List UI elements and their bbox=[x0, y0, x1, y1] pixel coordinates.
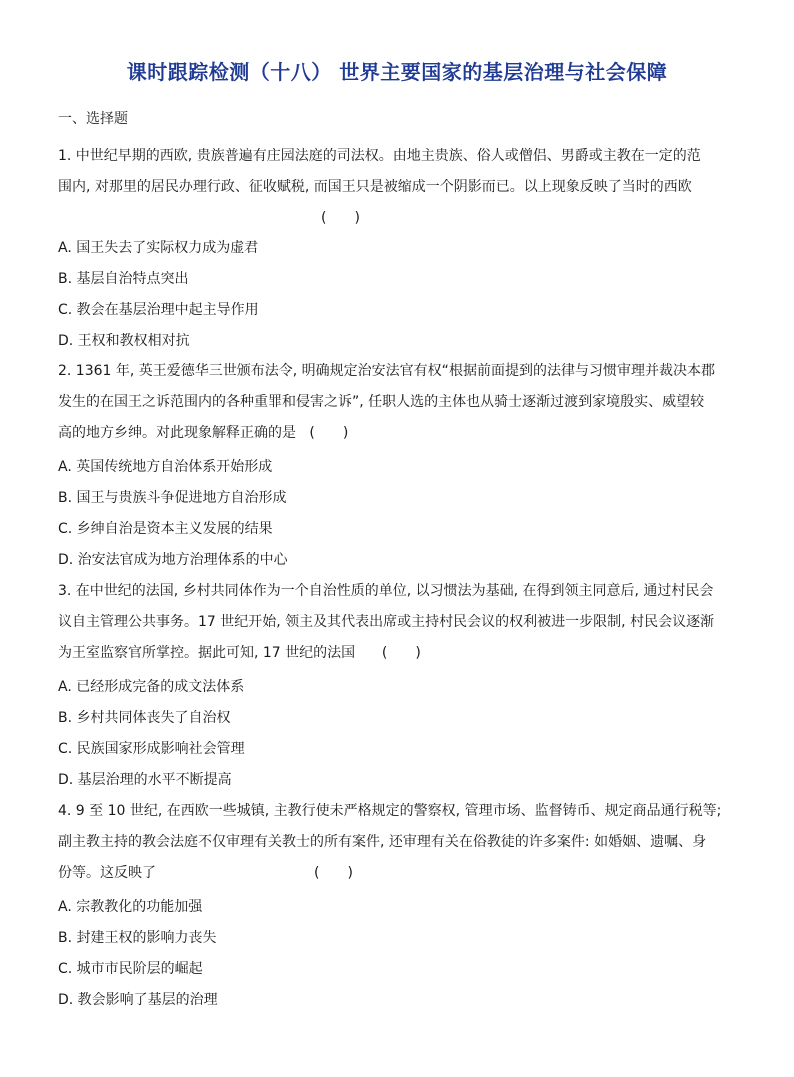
question-2-line-3 bbox=[58, 418, 738, 449]
question-1-line-1: 1. 中世纪早期的西欧, 贵族普遍有庄园法庭的司法权。由地主贵族、俗人或僧侣、男爵或主教在一定的范 bbox=[58, 148, 701, 164]
question-2-option-b: B. 国王与贵族斗争促进地方自治形成 bbox=[58, 490, 287, 506]
question-2-line-2: 发生的在国王之诉范围内的各种重罪和侵害之诉”, 任职人选的主体也从骑士逐渐过渡到家境殷实、威望较 bbox=[58, 394, 705, 410]
question-3-line-3-text: 为王室监察官所掌控。据此可知, 17 世纪的法国 bbox=[58, 645, 356, 661]
question-3-option-a: A. 已经形成完备的成文法体系 bbox=[58, 679, 245, 695]
question-1-option-a: A. 国王失去了实际权力成为虚君 bbox=[58, 240, 259, 256]
question-4-line-3-text: 份等。这反映了 bbox=[58, 865, 156, 881]
question-3-option-b: B. 乡村共同体丧失了自治权 bbox=[58, 710, 231, 726]
answer-blank: ( ) bbox=[314, 865, 353, 881]
question-4-option-d: D. 教会影响了基层的治理 bbox=[58, 992, 218, 1008]
question-4-option-b: B. 封建王权的影响力丧失 bbox=[58, 930, 217, 946]
answer-blank: ( ) bbox=[321, 210, 360, 226]
question-3-option-c: C. 民族国家形成影响社会管理 bbox=[58, 741, 245, 757]
question-4-line-3 bbox=[58, 858, 738, 889]
question-2 bbox=[58, 356, 738, 449]
question-2-option-d: D. 治安法官成为地方治理体系的中心 bbox=[58, 552, 288, 568]
question-4-line-1: 4. 9 至 10 世纪, 在西欧一些城镇, 主教行使未严格规定的警察权, 管理市场、监督铸币、规定商品通行税等; bbox=[58, 803, 722, 819]
question-1 bbox=[58, 141, 738, 234]
question-3 bbox=[58, 576, 738, 669]
question-1-line-2: 围内, 对那里的居民办理行政、征收赋税, 而国王只是被缩成一个阴影而已。以上现象反映了当时的西欧 bbox=[58, 179, 692, 195]
question-1-option-c: C. 教会在基层治理中起主导作用 bbox=[58, 302, 259, 318]
question-4-option-a: A. 宗教教化的功能加强 bbox=[58, 899, 203, 915]
page-title: 课时跟踪检测（十八） 世界主要国家的基层治理与社会保障 bbox=[126, 60, 668, 84]
answer-blank: ( ) bbox=[381, 645, 421, 661]
question-3-line-2: 议自主管理公共事务。17 世纪开始, 领主及其代表出席或主持村民会议的权利被进一步限制, 村民会议逐渐 bbox=[58, 614, 715, 630]
question-2-line-1: 2. 1361 年, 英王爱德华三世颁布法令, 明确规定治安法官有权“根据前面提到的法律与习惯审理并裁决本郡 bbox=[58, 363, 715, 379]
question-2-option-c: C. 乡绅自治是资本主义发展的结果 bbox=[58, 521, 273, 537]
question-2-option-a: A. 英国传统地方自治体系开始形成 bbox=[58, 459, 273, 475]
section-heading: 一、选择题 bbox=[58, 111, 128, 127]
answer-blank: ( ) bbox=[309, 425, 349, 441]
question-3-line-3 bbox=[58, 638, 738, 669]
question-3-option-d: D. 基层治理的水平不断提高 bbox=[58, 772, 232, 788]
question-4-option-c: C. 城市市民阶层的崛起 bbox=[58, 961, 203, 977]
question-2-line-3-text: 高的地方乡绅。对此现象解释正确的是 bbox=[58, 425, 296, 441]
question-3-line-1: 3. 在中世纪的法国, 乡村共同体作为一个自治性质的单位, 以习惯法为基础, 在得到领主同意后, 通过村民会 bbox=[58, 583, 714, 599]
question-4-line-2: 副主教主持的教会法庭不仅审理有关教士的所有案件, 还审理有关在俗教徒的许多案件: 如婚姻、遗嘱、身 bbox=[58, 834, 707, 850]
question-1-paren-line bbox=[58, 203, 738, 234]
question-1-option-b: B. 基层自治特点突出 bbox=[58, 271, 189, 287]
question-4 bbox=[58, 796, 738, 889]
question-1-option-d: D. 王权和教权相对抗 bbox=[58, 333, 190, 349]
